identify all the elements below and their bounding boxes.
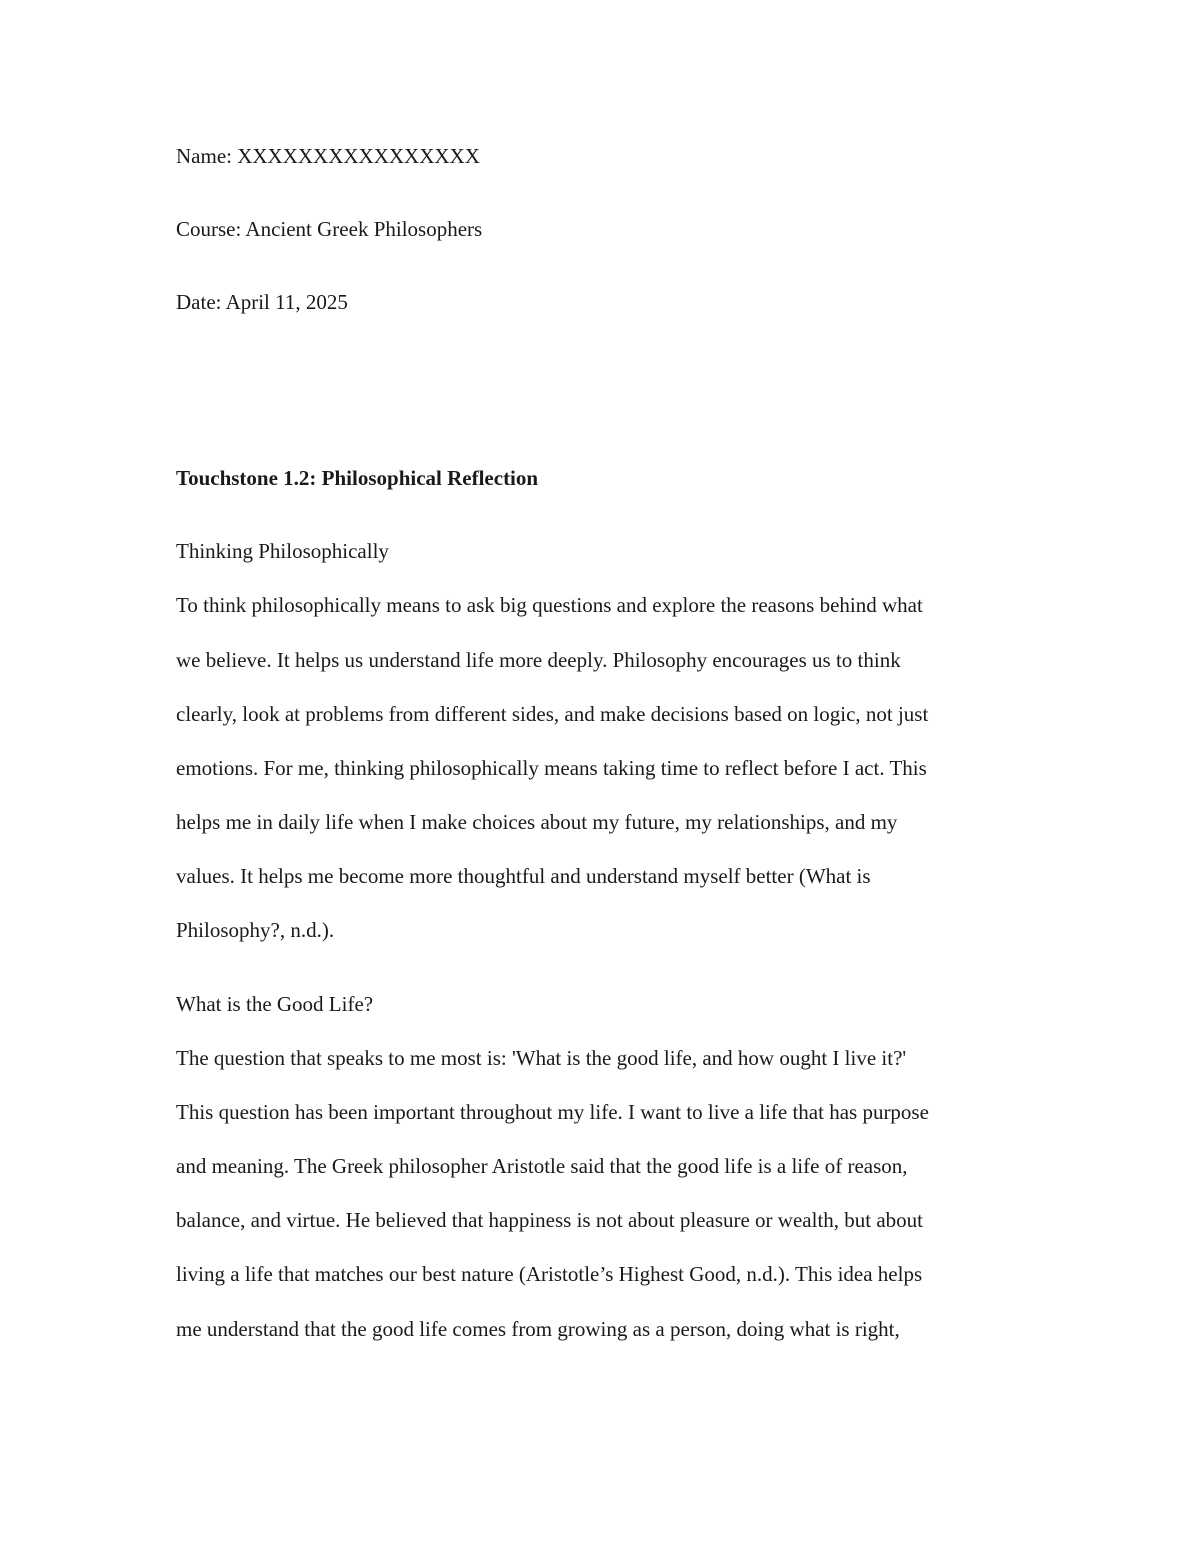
paragraph-line: This question has been important throughout my life. I want to live a life that has purpose	[176, 1100, 929, 1124]
paragraph-line: values. It helps me become more thoughtful and understand myself better (What is	[176, 864, 871, 888]
paragraph-line: To think philosophically means to ask big questions and explore the reasons behind what	[176, 593, 923, 617]
paragraph-line: we believe. It helps us understand life more deeply. Philosophy encourages us to think	[176, 648, 901, 672]
document-title: Touchstone 1.2: Philosophical Reflection	[176, 466, 539, 490]
submission-date: Date: April 11, 2025	[176, 290, 348, 314]
paragraph-line: balance, and virtue. He believed that happiness is not about pleasure or wealth, but about	[176, 1208, 924, 1232]
course-name: Course: Ancient Greek Philosophers	[176, 217, 483, 241]
paragraph-line: and meaning. The Greek philosopher Aristotle said that the good life is a life of reason,	[176, 1154, 908, 1178]
section-heading: Thinking Philosophically	[176, 539, 389, 563]
student-name: Name: XXXXXXXXXXXXXXXX	[176, 144, 480, 168]
paragraph-line: emotions. For me, thinking philosophically means taking time to reflect before I act. This	[176, 756, 927, 780]
paragraph-line: me understand that the good life comes from growing as a person, doing what is right,	[176, 1317, 900, 1341]
paragraph-line: Philosophy?, n.d.).	[176, 918, 335, 942]
paragraph-line: living a life that matches our best nature (Aristotle’s Highest Good, n.d.). This idea helps	[176, 1262, 923, 1286]
section-heading: What is the Good Life?	[176, 992, 374, 1016]
paragraph-line: helps me in daily life when I make choices about my future, my relationships, and my	[176, 810, 898, 834]
paragraph-line: clearly, look at problems from different sides, and make decisions based on logic, not just	[176, 702, 929, 726]
paragraph-line: The question that speaks to me most is: 'What is the good life, and how ought I live it?'	[176, 1046, 907, 1070]
